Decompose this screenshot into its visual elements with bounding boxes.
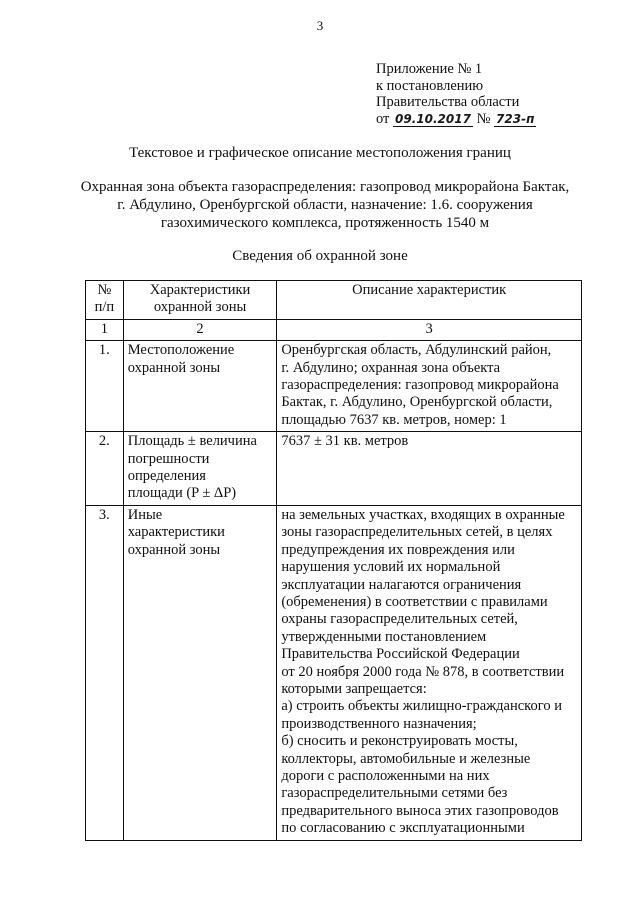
row-characteristic: Местоположение охранной зоны bbox=[123, 341, 277, 432]
annex-number-sign: № bbox=[476, 110, 491, 127]
annex-date-value: 09.10.2017 bbox=[395, 111, 471, 126]
header-characteristic: Характеристики охранной зоны bbox=[123, 281, 277, 320]
header-number: № п/п bbox=[86, 281, 124, 320]
numbering-cell: 3 bbox=[277, 319, 582, 340]
row-characteristic: Площадь ± величина погрешности определения площади (P ± ΔP) bbox=[123, 432, 277, 506]
annex-government: Правительства области bbox=[376, 94, 520, 110]
header-description: Описание характеристик bbox=[277, 281, 582, 320]
table-numbering-row bbox=[86, 319, 582, 340]
document-heading: Текстовое и графическое описание местоположения границ bbox=[129, 145, 511, 161]
numbering-cell: 2 bbox=[123, 319, 277, 340]
row-description: на земельных участках, входящих в охранные зоны газораспределительных сетей, в целях предупреждения их повреждения или нарушения условий их нормальной эксплуатации налагаются ограничения (обременения) в соответствии с правилами охраны газораспределительных сетей, утвержденными постановлением Правительства Российской Федерации от 20 ноября 2000 года № 878, в соответствии которыми запрещается: а) строить объекты жилищно-гражданского и производственного назначения; б) сносить и реконструировать мосты, коллекторы, автомобильные и железные дороги с расположенными на них газораспределительными сетями без предварительного выноса этих газопроводов по согласованию с эксплуатационными bbox=[277, 505, 582, 840]
row-number: 3. bbox=[86, 505, 124, 840]
annex-date-prefix: от bbox=[376, 110, 390, 127]
annex-resolution: к постановлению bbox=[376, 77, 484, 94]
table-header-row bbox=[86, 281, 582, 320]
zone-description-line: газохимического комплекса, протяженность 1540 м bbox=[160, 215, 490, 231]
zone-description-line: Охранная зона объекта газораспределения: газопровод микрорайона Бактак, bbox=[80, 179, 570, 195]
zone-description bbox=[60, 178, 590, 232]
annex-number-value: 723-п bbox=[496, 111, 535, 126]
annex-date-line bbox=[376, 111, 536, 128]
page-number: 3 bbox=[316, 18, 324, 33]
annex-block bbox=[376, 61, 536, 127]
table-row bbox=[86, 432, 582, 506]
row-number: 1. bbox=[86, 341, 124, 432]
row-description: Оренбургская область, Абдулинский район, г. Абдулино; охранная зона объекта газораспределения: газопровод микрорайона Бактак, г. Абдулино, Оренбургской области, площадью 7637 кв. метров, номер: 1 bbox=[277, 341, 582, 432]
numbering-cell: 1 bbox=[86, 319, 124, 340]
protected-zone-table bbox=[85, 280, 582, 841]
row-description: 7637 ± 31 кв. метров bbox=[277, 432, 582, 506]
row-number: 2. bbox=[86, 432, 124, 506]
annex-title: Приложение № 1 bbox=[376, 61, 483, 77]
zone-description-line: г. Абдулино, Оренбургской области, назначение: 1.6. сооружения bbox=[117, 197, 533, 213]
table-row bbox=[86, 505, 582, 840]
row-characteristic: Иные характеристики охранной зоны bbox=[123, 505, 277, 840]
table-row bbox=[86, 341, 582, 432]
section-subheading: Сведения об охранной зоне bbox=[232, 248, 408, 264]
